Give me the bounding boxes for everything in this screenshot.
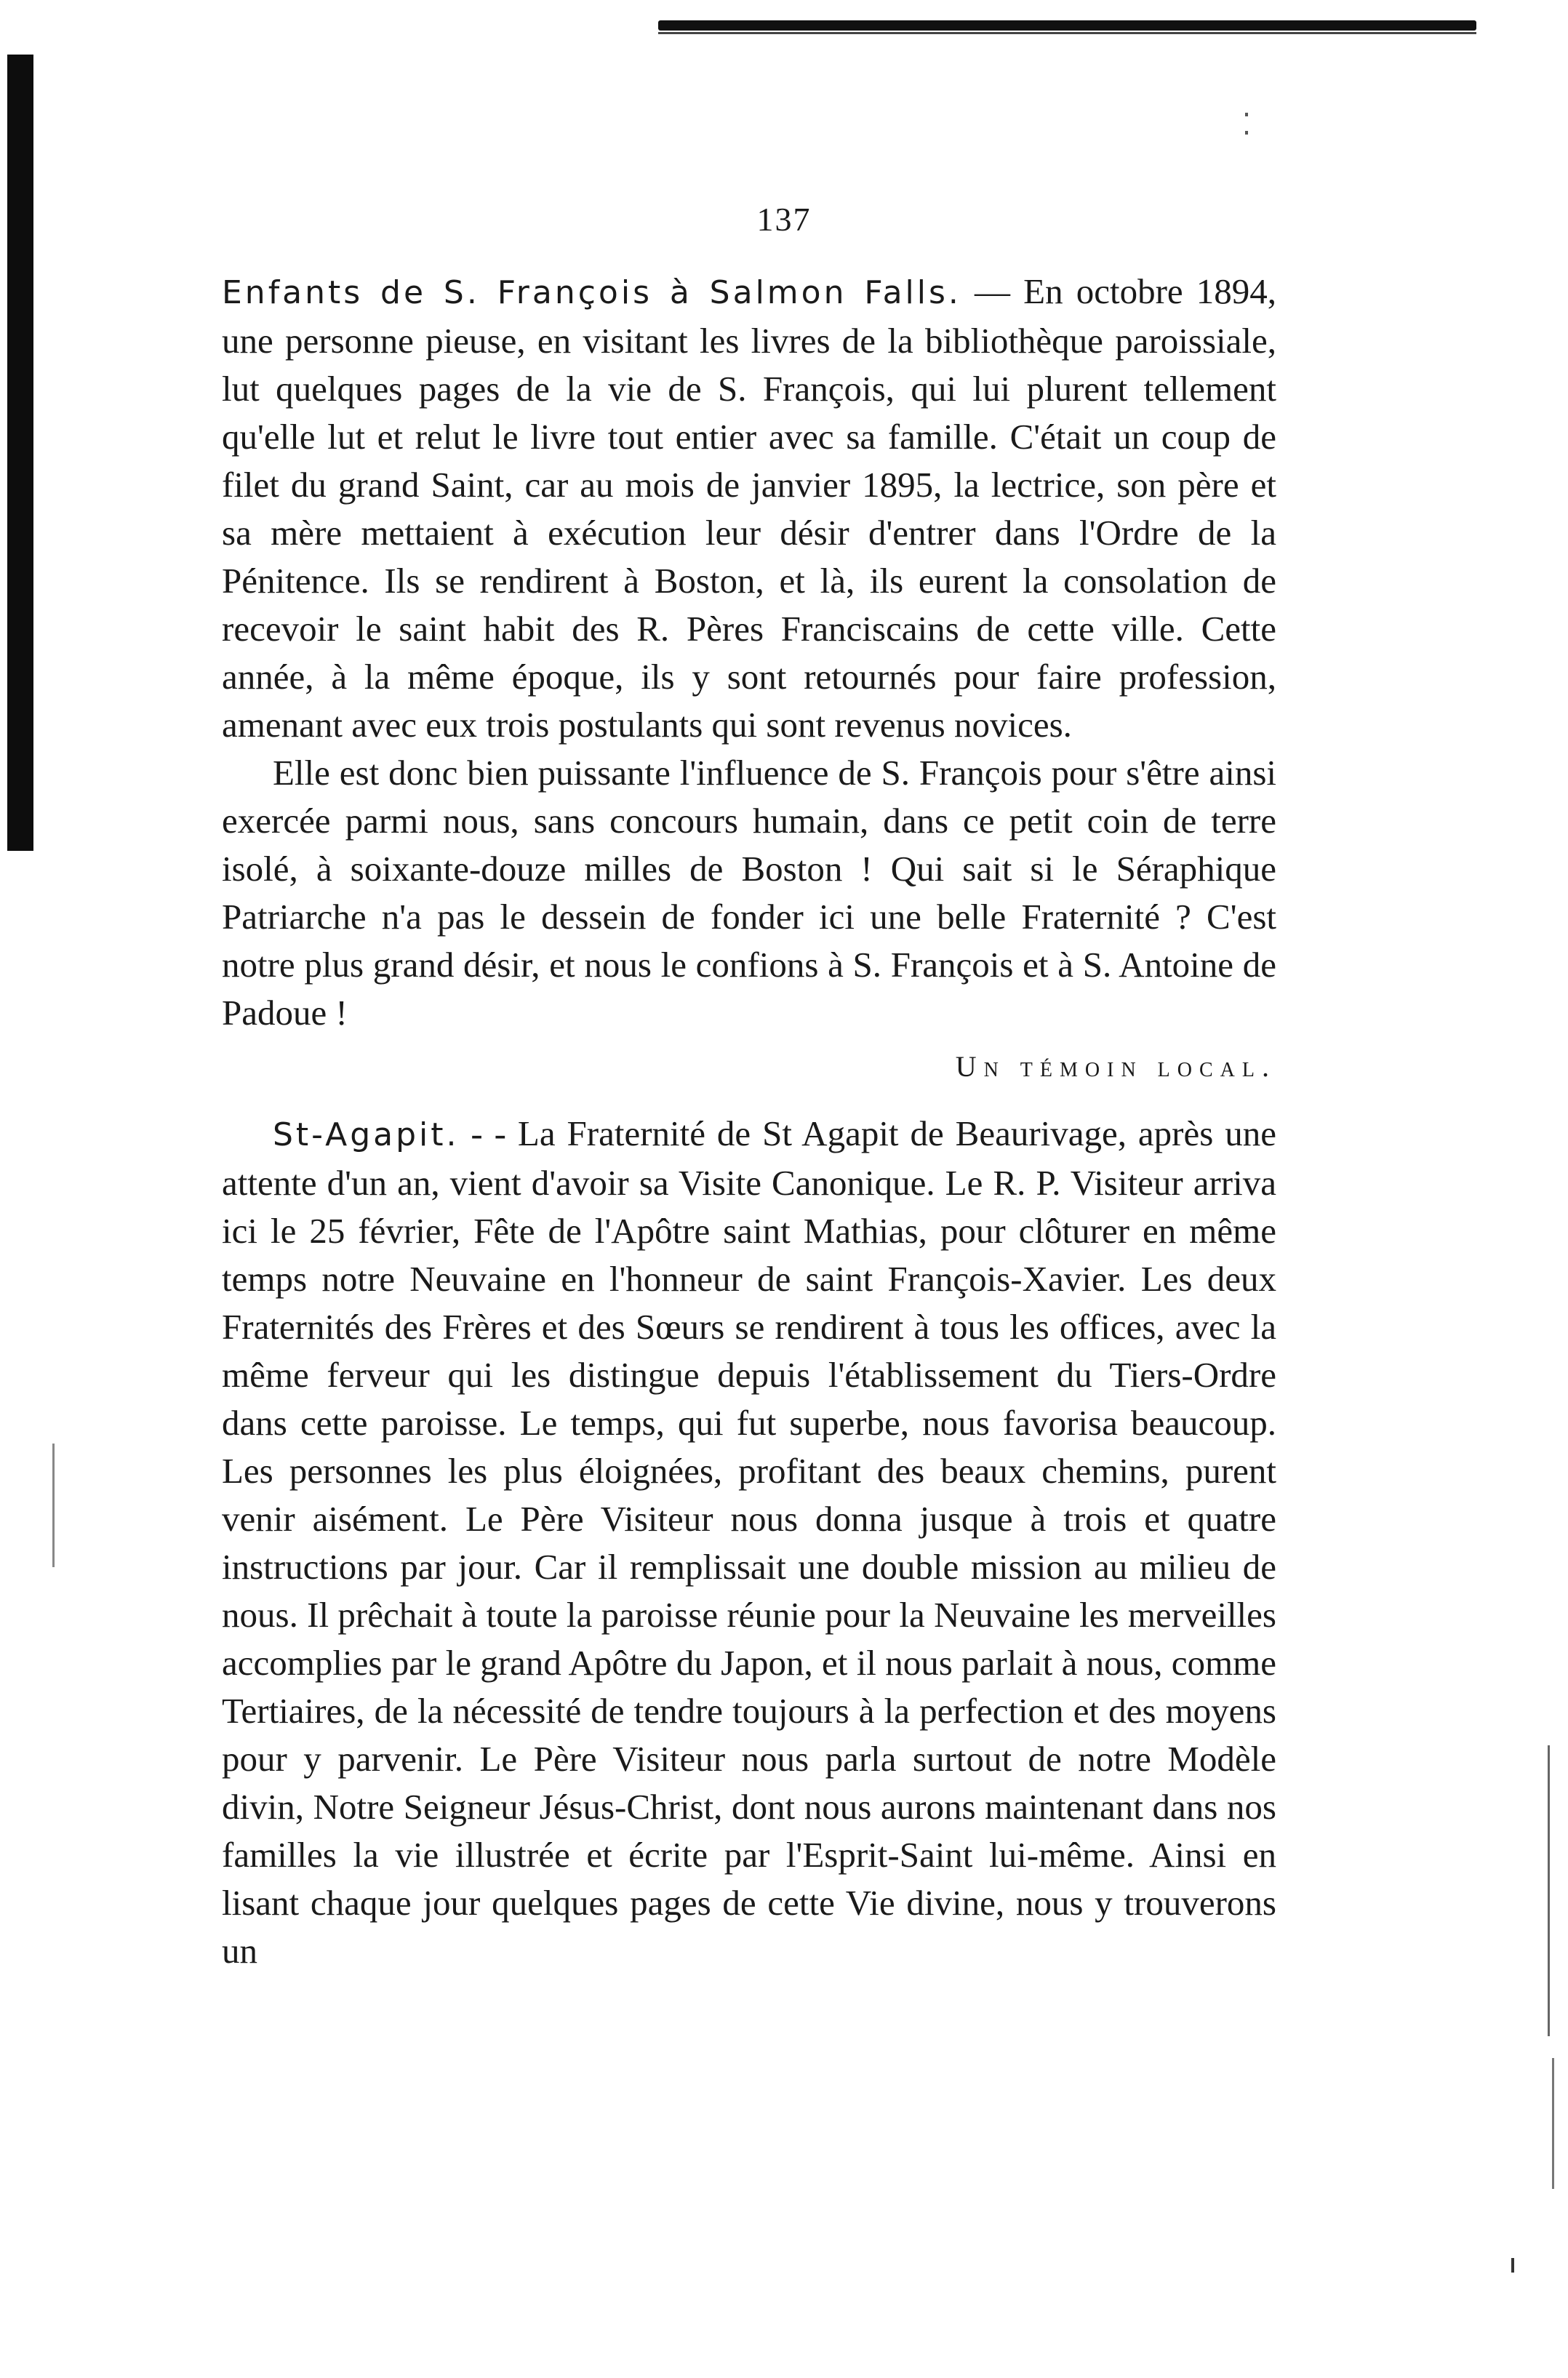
- page-number: 137: [756, 201, 812, 238]
- article-salmon-falls-para2: Elle est donc bien puissante l'influence de S. François pour s'être ainsi exercée parmi nous, sans concours humain, dans ce petit coin de terre isolé, à soixante-douze milles de Boston ! Qui sait si le Séraphique Patriarche n'a pas le dessein de fonder ici une belle Fraternité ? C'est notre plus grand désir, et nous le confions à S. François et à S. Antoine de Padoue !: [222, 753, 1276, 1033]
- article-body-text: La Fraternité de St Agapit de Beaurivage, après une attente d'un an, vient d'avoir sa Visite Canonique. Le R. P. Visiteur arriva ici le 25 février, Fête de l'Apôtre saint Mathias, pour clôturer en même temps notre Neuvaine en l'honneur de saint François-Xavier. Les deux Fraternités des Frères et des Sœurs se rendirent à tous les offices, avec la même ferveur qui les distingue depuis l'établissement du Tiers-Ordre dans cette paroisse. Le temps, qui fut superbe, nous favorisa beaucoup. Les personnes les plus éloignées, profitant des beaux chemins, purent venir aisément. Le Père Visiteur nous donna jusque à trois et quatre instructions par jour. Car il remplissait une double mission au milieu de nous. Il prêchait à toute la paroisse réunie pour la Neuvaine les merveilles accomplies par le grand Apôtre du Japon, et il nous parlait à nous, comme Tertiaires, de la nécessité de tendre toujours à la perfection et des moyens pour y parvenir. Le Père Visiteur nous parla surtout de notre Modèle divin, Notre Seigneur Jésus-Christ, dont nous aurons maintenant dans nos familles la vie illustrée et écrite par l'Esprit-Saint lui-même. Ainsi en lisant chaque jour quelques pages de cette Vie divine, nous y trouverons un: [222, 1113, 1276, 1971]
- scan-speck: [1245, 113, 1248, 116]
- top-border-rule: [658, 20, 1476, 31]
- scan-speck: [1245, 131, 1248, 135]
- scan-artifact-mark: [52, 1444, 55, 1567]
- article-body-text: En octobre 1894, une personne pieuse, en visitant les livres de la bibliothèque paroissiale, lut quelques pages de la vie de S. François, qui lui plurent tellement qu'elle lut et relut le livre tout entier avec sa famille. C'était un coup de filet du grand Saint, car au mois de janvier 1895, la lectrice, son père et sa mère mettaient à exécution leur désir d'entrer dans l'Ordre de la Pénitence. Ils se rendirent à Boston, et là, ils eurent la consolation de recevoir le saint habit des R. Pères Franciscains de cette ville. Cette année, à la même époque, ils y sont retournés pour faire profession, amenant avec eux trois postulants qui sont revenus novices.: [222, 271, 1277, 745]
- heading-dash: —: [961, 271, 1024, 311]
- article-st-agapit-para: [222, 1110, 1276, 1975]
- page-body: [222, 268, 1276, 1975]
- scan-artifact-mark: [1552, 2058, 1554, 2189]
- article-salmon-falls-para1: [222, 268, 1276, 749]
- top-border-rule-shadow: [658, 32, 1476, 34]
- scan-artifact-mark: [1548, 1745, 1550, 2036]
- article-heading-salmon-falls: Enfants de S. François à Salmon Falls.: [222, 274, 961, 311]
- scan-binding-edge: [7, 55, 33, 851]
- heading-dash: - -: [459, 1113, 518, 1153]
- article-signature: Un témoin local.: [955, 1050, 1276, 1083]
- scan-speck: [1511, 2258, 1514, 2273]
- article-heading-st-agapit: St-Agapit.: [273, 1116, 460, 1153]
